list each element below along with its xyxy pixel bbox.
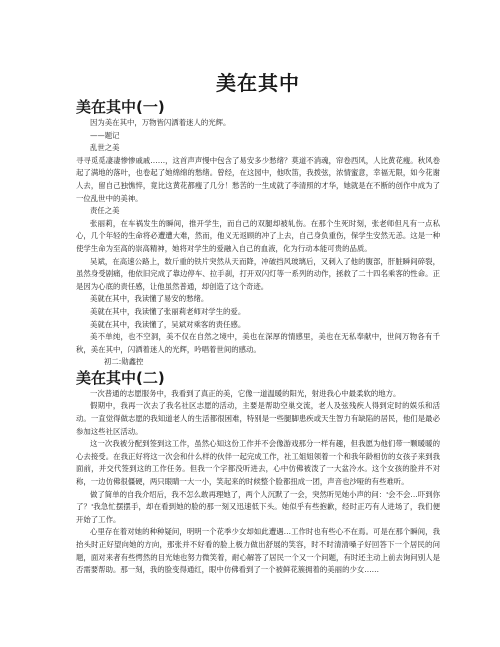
paragraph-s2-4: 做了简单的自我介绍后，我不怎么敢再理她了，两个人沉默了一会，突然听见她小声的问：'会不会…吓到你了？'我急忙摆摆手，却在看到她的脸的那一刻又迅速低下头。她似乎有些抱歉，经时正巧有人进场了，我们便开始了工作。 <box>76 489 440 524</box>
paragraph-s2-1: 一次普通的志愿服务中，我看到了真正的美，它像一道温暖的阳光，射进我心中最柔软的地方。 <box>90 388 401 398</box>
document-title: 美在其中 <box>216 71 300 95</box>
epigraph-label: ——题记 <box>90 130 120 140</box>
paragraph-luanshi: 寻寻觅觅凄凄惨惨戚戚……，这首声声慢中包含了易安多少愁绪？莫道不消魂，帘卷西风，人比黄花瘦。秋风卷起了满地的落叶，也卷起了她绵绵的愁绪。曾经，在这园中，他吹笛，我拨弦，浓情蜜意，幸福无限，如今花谢人去，留自己独憔悴，竟比这黄花都瘦了几分！愁苦的一生成就了李清照的才华，她就是在不断的创作中成为了一位乱世中的美神。 <box>76 155 440 203</box>
paragraph-s2-5: 心里存在着对她的种种疑问，明明一个花季少女却如此遭遇…工作时也有些心不在焉。可是在那个瞬间，我抬头时正好望向她的方向，那张并不好看的脸上极力做出舒展的笑容，时不时清清嗓子好回答下一个居民的问题，面对来者有些愕然的目光她也努力微笑着，耐心解答了居民一个又一个问题，有时还主动上前去询问别人是否需要帮助。那一刻，我的脸变得通红，眼中仿佛看到了一个被鲜花簇拥着的美丽的少女…… <box>76 527 440 575</box>
section-heading-2: 美在其中(二) <box>76 368 165 387</box>
paragraph-wubin: 吴斌，在高速公路上，数斤重的铁片突然从天而降，冲破挡风玻璃后，又刺入了他的腹部，肝脏瞬间碎裂，虽然身受剧痛，他依旧完成了靠边停车、拉手刹，打开双闪灯等一系列的动作，拯救了二十四名乘客的性命。正是因为心底的责任感，让他虽然普通，却创造了这个奇迹。 <box>76 256 440 291</box>
paragraph-s2-3: 这一次我被分配到签到这工作，虽然心知这份工作并不会像游戏那分一样有趣，但我愿为他们带一颗暖暖的心去接受。在我正好将这一次会和什么样的伙伴一起完成工作，社工姐姐领着一个和我年龄相仿的女孩子来到我面前，并交代签到这的工作任务。但我一个字都没听进去，心中仿佛被泼了一大盆冷水。这个女孩的脸并不对称，一边仿佛很僵硬，两只眼睛一大一小，笑起来的时候整个脸都扭成一团，声音也沙哑的有些难听。 <box>76 439 440 487</box>
summary-line-3: 美就在其中，我读懂了，吴斌对乘客的责任感。 <box>90 319 246 329</box>
summary-line-1: 美就在其中，我读懂了易安的愁绪。 <box>90 294 209 304</box>
paragraph-zhangliji: 张丽莉，在车祸发生的瞬间，推开学生，而自己的双腿却被轧伤。在那个生死时刻，张老师但凡有一点私心，几个年轻的生命将必遭遭大难，然而，他义无返顾的冲了上去，自己身负重伤，保学生安然无恙。这是一种使学生命为至高的崇高精神，她将对学生的爱融入自己的血液，化为行动本能可贵的品质。 <box>76 218 440 253</box>
paragraph-s2-2: 假期中，我再一次去了我名社区志愿的活动，主要是帮助空巢交流，老人及弦残疾人得到定时的娱乐和活动。一直觉得做志愿的我知道老人的生活都很困难，特别是一些腿脚患疾或天生智力有缺陷的居民，他们是最必参加这些社区活动。 <box>76 401 440 436</box>
item-title-zeren: 责任之美 <box>90 206 120 216</box>
item-title-luanshi: 乱世之美 <box>90 143 120 153</box>
author-line: 初二:勋鑫控 <box>104 357 144 367</box>
summary-line-2: 美就在其中，我读懂了张丽莉老师对学生的爱。 <box>90 306 246 316</box>
paragraph-conclusion: 美不单纯，也不空洞，美不仅在自然之境中，美也在深厚的情感里，美也在无私奉献中，世间万物各有千秋，美在其中，闪洒着迷人的光辉，吟唱着世间的感动。 <box>76 332 440 354</box>
intro-line: 因为美在其中，万物皆闪洒着迷人的光辉。 <box>90 118 231 127</box>
section-heading-1: 美在其中(一) <box>76 98 165 116</box>
